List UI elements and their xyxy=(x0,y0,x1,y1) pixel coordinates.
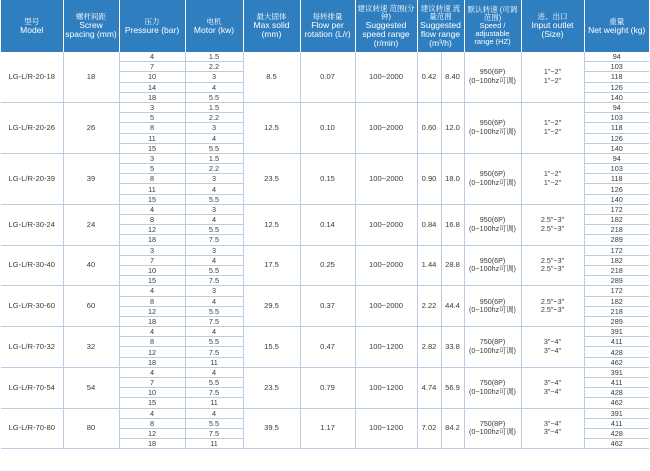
speed-range-cell: 100~1200 xyxy=(355,367,417,408)
weight-cell: 411 xyxy=(584,337,649,347)
flow-per-rotation-cell: 0.25 xyxy=(300,245,355,286)
max-solid-cell: 15.5 xyxy=(243,327,300,368)
ports-cell-line-2: 2.5"~3" xyxy=(540,223,565,233)
flow-min-cell: 2.22 xyxy=(417,286,441,327)
model-cell: LG-L/R-30-60 xyxy=(1,286,63,327)
pressure-cell: 18 xyxy=(119,92,185,102)
pressure-cell: 3 xyxy=(119,245,185,255)
flow-min-cell: 0.60 xyxy=(417,102,441,153)
model-cell: LG-L/R-30-24 xyxy=(1,204,63,245)
weight-cell: 218 xyxy=(584,265,649,275)
speed-range-cell: 100~2000 xyxy=(355,153,417,204)
pressure-cell: 7 xyxy=(119,62,185,72)
ports-cell-line-2: 2.5"~3" xyxy=(540,264,565,274)
weight-cell: 391 xyxy=(584,367,649,377)
weight-cell: 462 xyxy=(584,357,649,367)
col-header-weight: 重量 Net weight (kg) xyxy=(584,0,649,52)
pressure-cell: 4 xyxy=(119,408,185,418)
pressure-cell: 5 xyxy=(119,164,185,174)
col-header-max-solid: 最大固体 Max solid (mm) xyxy=(243,0,300,52)
spacing-cell: 32 xyxy=(63,327,119,368)
speed-cell xyxy=(464,52,521,102)
table-row xyxy=(1,102,649,112)
spacing-cell: 18 xyxy=(63,52,119,102)
col-header-spacing: 螺杆间距 Screw spacing (mm) xyxy=(63,0,119,52)
flow-max-cell: 33.8 xyxy=(441,327,464,368)
weight-cell: 126 xyxy=(584,82,649,92)
pressure-cell: 18 xyxy=(119,316,185,326)
pressure-cell: 15 xyxy=(119,194,185,204)
max-solid-cell: 29.5 xyxy=(243,286,300,327)
pressure-cell: 4 xyxy=(119,204,185,214)
speed-cell-line-1: 750(8P) xyxy=(479,378,506,388)
pressure-cell: 8 xyxy=(119,296,185,306)
weight-cell: 428 xyxy=(584,347,649,357)
speed-cell xyxy=(464,327,521,368)
motor-cell: 4 xyxy=(185,255,243,265)
flow-min-cell: 2.82 xyxy=(417,327,441,368)
speed-cell-line-2: (0~100hz可调) xyxy=(469,386,516,396)
motor-cell: 4 xyxy=(185,215,243,225)
weight-cell: 428 xyxy=(584,428,649,438)
spec-table xyxy=(1,0,649,449)
flow-per-rotation-cell: 0.10 xyxy=(300,102,355,153)
pressure-cell: 8 xyxy=(119,418,185,428)
table-row xyxy=(1,245,649,255)
pressure-cell: 12 xyxy=(119,347,185,357)
spacing-cell: 80 xyxy=(63,408,119,449)
table-row xyxy=(1,327,649,337)
col-header-pressure: 压力 Pressure (bar) xyxy=(119,0,185,52)
model-cell: LG-L/R-70-32 xyxy=(1,327,63,368)
speed-cell-line-2: (0~100hz可调) xyxy=(469,75,516,85)
speed-cell-line-2: (0~100hz可调) xyxy=(469,223,516,233)
weight-cell: 218 xyxy=(584,306,649,316)
weight-cell: 182 xyxy=(584,255,649,265)
motor-cell: 1.5 xyxy=(185,52,243,62)
motor-cell: 2.2 xyxy=(185,164,243,174)
flow-max-cell: 28.8 xyxy=(441,245,464,286)
motor-cell: 4 xyxy=(185,367,243,377)
flow-per-rotation-cell: 0.37 xyxy=(300,286,355,327)
speed-range-cell: 100~2000 xyxy=(355,102,417,153)
pressure-cell: 4 xyxy=(119,286,185,296)
pressure-cell: 18 xyxy=(119,439,185,449)
pressure-cell: 12 xyxy=(119,428,185,438)
weight-cell: 172 xyxy=(584,204,649,214)
ports-cell-line-1: 2.5"~3" xyxy=(540,296,565,306)
speed-cell-line-1: 950(6P) xyxy=(479,215,506,225)
speed-cell xyxy=(464,204,521,245)
col-header-ports: 进、出口 Input outlet (Size) xyxy=(521,0,584,52)
pressure-cell: 8 xyxy=(119,123,185,133)
pressure-cell: 8 xyxy=(119,337,185,347)
model-cell: LG-L/R-70-54 xyxy=(1,367,63,408)
ports-cell-line-2: 3"~4" xyxy=(543,386,562,396)
speed-cell xyxy=(464,102,521,153)
motor-cell: 2.2 xyxy=(185,113,243,123)
table-row xyxy=(1,52,649,62)
flow-max-cell: 12.0 xyxy=(441,102,464,153)
ports-cell-line-2: 3"~4" xyxy=(543,345,562,355)
pressure-cell: 4 xyxy=(119,327,185,337)
speed-cell-line-2: (0~100hz可调) xyxy=(469,177,516,187)
speed-range-cell: 100~2000 xyxy=(355,52,417,102)
speed-cell-line-1: 750(8P) xyxy=(479,337,506,347)
speed-range-cell: 100~1200 xyxy=(355,327,417,368)
motor-cell: 5.5 xyxy=(185,265,243,275)
ports-cell xyxy=(521,327,584,368)
table-row xyxy=(1,153,649,163)
ports-cell-line-1: 2.5"~3" xyxy=(540,255,565,265)
motor-cell: 3 xyxy=(185,72,243,82)
weight-cell: 411 xyxy=(584,378,649,388)
spacing-cell: 40 xyxy=(63,245,119,286)
ports-cell xyxy=(521,204,584,245)
weight-cell: 140 xyxy=(584,92,649,102)
max-solid-cell: 12.5 xyxy=(243,102,300,153)
pressure-cell: 5 xyxy=(119,113,185,123)
motor-cell: 3 xyxy=(185,286,243,296)
flow-per-rotation-cell: 0.15 xyxy=(300,153,355,204)
col-header-speed: 默认转速 (可调范围) Speed / adjustable range (HZ) xyxy=(464,0,521,52)
weight-cell: 140 xyxy=(584,143,649,153)
model-cell: LG-L/R-30-40 xyxy=(1,245,63,286)
speed-cell-line-1: 750(8P) xyxy=(479,418,506,428)
ports-cell xyxy=(521,245,584,286)
motor-cell: 7.5 xyxy=(185,276,243,286)
pressure-cell: 18 xyxy=(119,235,185,245)
motor-cell: 4 xyxy=(185,327,243,337)
flow-min-cell: 1.44 xyxy=(417,245,441,286)
pressure-cell: 12 xyxy=(119,225,185,235)
flow-max-cell: 56.9 xyxy=(441,367,464,408)
pressure-cell: 8 xyxy=(119,215,185,225)
pressure-cell: 11 xyxy=(119,184,185,194)
speed-cell xyxy=(464,367,521,408)
flow-per-rotation-cell: 0.47 xyxy=(300,327,355,368)
motor-cell: 7.5 xyxy=(185,316,243,326)
motor-cell: 5.5 xyxy=(185,92,243,102)
motor-cell: 5.5 xyxy=(185,337,243,347)
col-header-model: 型号 Model xyxy=(1,0,63,52)
col-header-motor: 电机 Motor (kw) xyxy=(185,0,243,52)
speed-range-cell: 100~2000 xyxy=(355,286,417,327)
speed-cell xyxy=(464,408,521,449)
motor-cell: 7.5 xyxy=(185,235,243,245)
pressure-cell: 15 xyxy=(119,276,185,286)
speed-cell-line-2: (0~100hz可调) xyxy=(469,126,516,136)
flow-max-cell: 44.4 xyxy=(441,286,464,327)
weight-cell: 172 xyxy=(584,286,649,296)
spacing-cell: 24 xyxy=(63,204,119,245)
motor-cell: 3 xyxy=(185,123,243,133)
flow-per-rotation-cell: 1.17 xyxy=(300,408,355,449)
ports-cell-line-2: 2.5"~3" xyxy=(540,305,565,315)
weight-cell: 391 xyxy=(584,327,649,337)
speed-cell-line-1: 950(6P) xyxy=(479,169,506,179)
motor-cell: 7.5 xyxy=(185,428,243,438)
motor-cell: 1.5 xyxy=(185,102,243,112)
table-row xyxy=(1,367,649,377)
model-cell: LG-L/R-20-39 xyxy=(1,153,63,204)
motor-cell: 5.5 xyxy=(185,418,243,428)
motor-cell: 1.5 xyxy=(185,153,243,163)
speed-cell-line-2: (0~100hz可调) xyxy=(469,264,516,274)
pressure-cell: 4 xyxy=(119,367,185,377)
ports-cell xyxy=(521,408,584,449)
weight-cell: 94 xyxy=(584,52,649,62)
ports-cell-line-2: 1"~2" xyxy=(543,75,562,85)
table-body xyxy=(1,52,649,449)
weight-cell: 118 xyxy=(584,174,649,184)
flow-max-cell: 18.0 xyxy=(441,153,464,204)
speed-cell-line-1: 950(6P) xyxy=(479,255,506,265)
max-solid-cell: 23.5 xyxy=(243,153,300,204)
speed-cell-line-1: 950(6P) xyxy=(479,67,506,77)
ports-cell-line-2: 1"~2" xyxy=(543,126,562,136)
flow-max-cell: 84.2 xyxy=(441,408,464,449)
speed-range-cell: 100~1200 xyxy=(355,408,417,449)
speed-cell-line-1: 950(6P) xyxy=(479,296,506,306)
speed-cell xyxy=(464,286,521,327)
max-solid-cell: 12.5 xyxy=(243,204,300,245)
motor-cell: 11 xyxy=(185,398,243,408)
pressure-cell: 11 xyxy=(119,133,185,143)
weight-cell: 289 xyxy=(584,316,649,326)
ports-cell-line-1: 3"~4" xyxy=(543,378,562,388)
spacing-cell: 26 xyxy=(63,102,119,153)
col-header-flow-per-rotation: 每转排量 Flow per rotation (L/r) xyxy=(300,0,355,52)
ports-cell-line-1: 3"~4" xyxy=(543,337,562,347)
weight-cell: 126 xyxy=(584,184,649,194)
speed-cell-line-2: (0~100hz可调) xyxy=(469,345,516,355)
model-cell: LG-L/R-20-26 xyxy=(1,102,63,153)
weight-cell: 103 xyxy=(584,62,649,72)
weight-cell: 140 xyxy=(584,194,649,204)
motor-cell: 4 xyxy=(185,408,243,418)
weight-cell: 428 xyxy=(584,388,649,398)
weight-cell: 94 xyxy=(584,102,649,112)
ports-cell-line-1: 1"~2" xyxy=(543,118,562,128)
motor-cell: 11 xyxy=(185,439,243,449)
weight-cell: 126 xyxy=(584,133,649,143)
model-cell: LG-L/R-70-80 xyxy=(1,408,63,449)
pressure-cell: 10 xyxy=(119,72,185,82)
speed-cell-line-1: 950(6P) xyxy=(479,118,506,128)
ports-cell xyxy=(521,286,584,327)
flow-max-cell: 16.8 xyxy=(441,204,464,245)
weight-cell: 118 xyxy=(584,72,649,82)
motor-cell: 4 xyxy=(185,296,243,306)
flow-max-cell: 8.40 xyxy=(441,52,464,102)
weight-cell: 182 xyxy=(584,215,649,225)
pressure-cell: 7 xyxy=(119,255,185,265)
ports-cell-line-1: 1"~2" xyxy=(543,169,562,179)
motor-cell: 4 xyxy=(185,82,243,92)
spacing-cell: 60 xyxy=(63,286,119,327)
speed-cell xyxy=(464,245,521,286)
motor-cell: 3 xyxy=(185,245,243,255)
table-row xyxy=(1,204,649,214)
flow-per-rotation-cell: 0.07 xyxy=(300,52,355,102)
pressure-cell: 18 xyxy=(119,357,185,367)
pressure-cell: 4 xyxy=(119,52,185,62)
ports-cell xyxy=(521,52,584,102)
flow-per-rotation-cell: 0.79 xyxy=(300,367,355,408)
flow-per-rotation-cell: 0.14 xyxy=(300,204,355,245)
max-solid-cell: 17.5 xyxy=(243,245,300,286)
motor-cell: 3 xyxy=(185,174,243,184)
pressure-cell: 12 xyxy=(119,306,185,316)
weight-cell: 94 xyxy=(584,153,649,163)
weight-cell: 218 xyxy=(584,225,649,235)
motor-cell: 5.5 xyxy=(185,306,243,316)
motor-cell: 3 xyxy=(185,204,243,214)
weight-cell: 182 xyxy=(584,296,649,306)
ports-cell xyxy=(521,102,584,153)
weight-cell: 462 xyxy=(584,439,649,449)
weight-cell: 118 xyxy=(584,123,649,133)
speed-cell xyxy=(464,153,521,204)
col-header-flow-range: 建议转速 流量范围 Suggested flow range (m³/h) xyxy=(417,0,464,52)
col-header-speed-range: 建议转速 范围(分钟) Suggested speed range (r/min) xyxy=(355,0,417,52)
speed-cell-line-2: (0~100hz可调) xyxy=(469,427,516,437)
spacing-cell: 54 xyxy=(63,367,119,408)
weight-cell: 103 xyxy=(584,113,649,123)
motor-cell: 5.5 xyxy=(185,143,243,153)
motor-cell: 5.5 xyxy=(185,194,243,204)
ports-cell-line-2: 1"~2" xyxy=(543,177,562,187)
flow-min-cell: 7.02 xyxy=(417,408,441,449)
flow-min-cell: 0.42 xyxy=(417,52,441,102)
motor-cell: 7.5 xyxy=(185,347,243,357)
ports-cell-line-2: 3"~4" xyxy=(543,427,562,437)
pressure-cell: 15 xyxy=(119,143,185,153)
motor-cell: 4 xyxy=(185,184,243,194)
model-cell: LG-L/R-20-18 xyxy=(1,52,63,102)
pressure-cell: 3 xyxy=(119,102,185,112)
speed-range-cell: 100~2000 xyxy=(355,245,417,286)
speed-range-cell: 100~2000 xyxy=(355,204,417,245)
ports-cell xyxy=(521,367,584,408)
motor-cell: 11 xyxy=(185,357,243,367)
motor-cell: 4 xyxy=(185,133,243,143)
weight-cell: 462 xyxy=(584,398,649,408)
pressure-cell: 15 xyxy=(119,398,185,408)
flow-min-cell: 4.74 xyxy=(417,367,441,408)
max-solid-cell: 8.5 xyxy=(243,52,300,102)
weight-cell: 289 xyxy=(584,235,649,245)
motor-cell: 5.5 xyxy=(185,378,243,388)
motor-cell: 7.5 xyxy=(185,388,243,398)
ports-cell xyxy=(521,153,584,204)
weight-cell: 103 xyxy=(584,164,649,174)
flow-min-cell: 0.84 xyxy=(417,204,441,245)
pressure-cell: 14 xyxy=(119,82,185,92)
ports-cell-line-1: 2.5"~3" xyxy=(540,215,565,225)
ports-cell-line-1: 1"~2" xyxy=(543,67,562,77)
spacing-cell: 39 xyxy=(63,153,119,204)
table-header xyxy=(1,0,649,52)
ports-cell-line-1: 3"~4" xyxy=(543,418,562,428)
speed-cell-line-2: (0~100hz可调) xyxy=(469,305,516,315)
pressure-cell: 8 xyxy=(119,174,185,184)
pressure-cell: 10 xyxy=(119,388,185,398)
pressure-cell: 10 xyxy=(119,265,185,275)
max-solid-cell: 23.5 xyxy=(243,367,300,408)
pressure-cell: 3 xyxy=(119,153,185,163)
table-row xyxy=(1,286,649,296)
weight-cell: 411 xyxy=(584,418,649,428)
flow-min-cell: 0.90 xyxy=(417,153,441,204)
motor-cell: 5.5 xyxy=(185,225,243,235)
table-row xyxy=(1,408,649,418)
max-solid-cell: 39.5 xyxy=(243,408,300,449)
weight-cell: 289 xyxy=(584,276,649,286)
motor-cell: 2.2 xyxy=(185,62,243,72)
weight-cell: 391 xyxy=(584,408,649,418)
pressure-cell: 7 xyxy=(119,378,185,388)
weight-cell: 172 xyxy=(584,245,649,255)
